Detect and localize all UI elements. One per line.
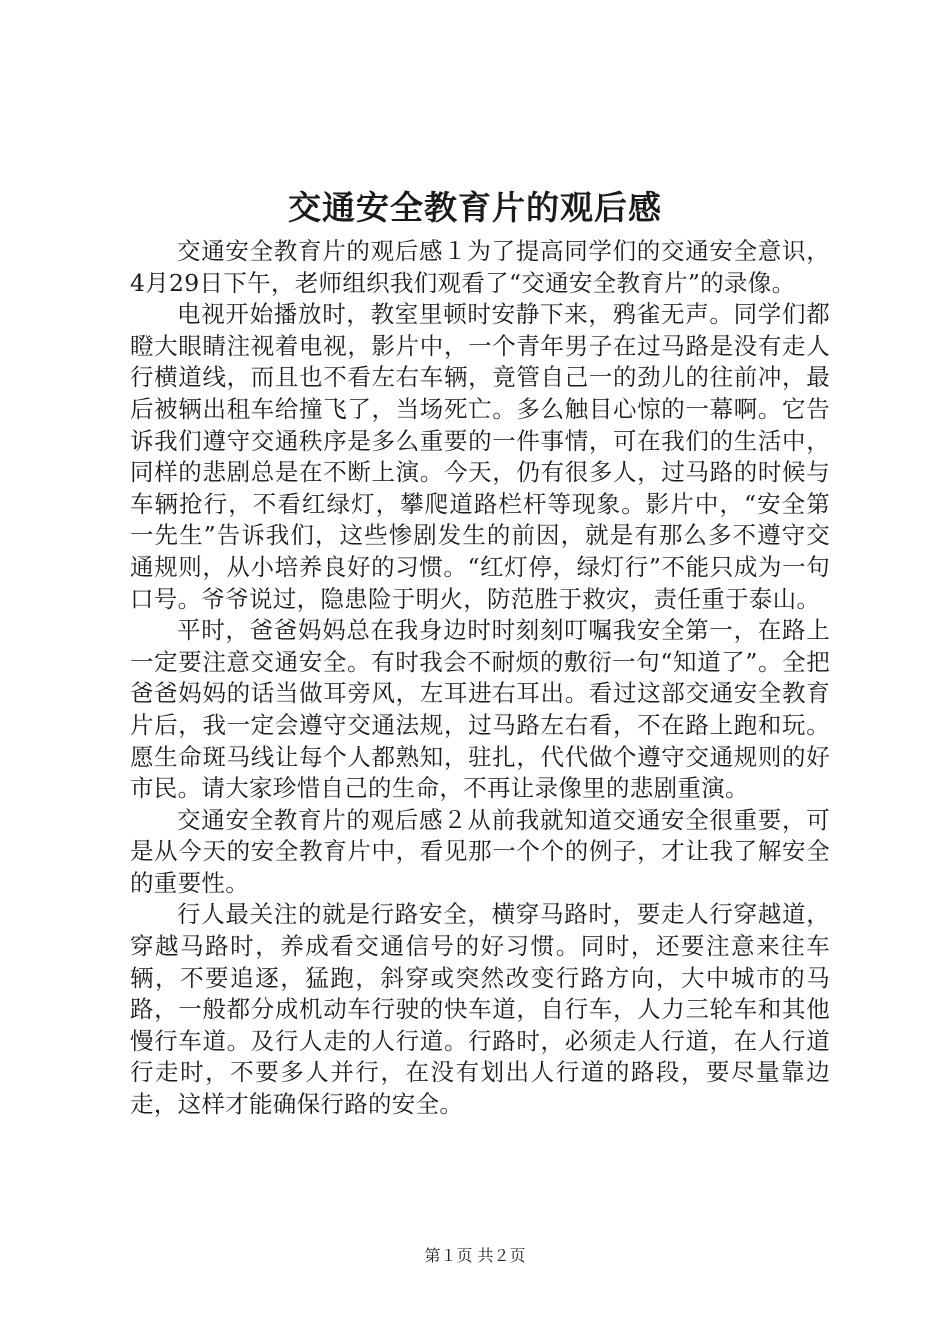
paragraph: 行人最关注的就是行路安全，横穿马路时，要走人行穿越道，穿越马路时，养成看交通信号的好习惯。同时，还要注意来往车辆，不要追逐，猛跑，斜穿或突然改变行路方向，大中城市的马路，一般都分成机动车行驶的快车道，自行车，人力三轮车和其他慢行车道。及行人走的人行道。行路时，必须走人行道，在人行道行走时，不要多人并行，在没有划出人行道的路段，要尽量靠边走，这样才能确保行路的安全。 [130,900,830,1119]
paragraph: 交通安全教育片的观后感２从前我就知道交通安全很重要，可是从今天的安全教育片中，看见那一个个的例子，才让我了解安全的重要性。 [130,805,830,897]
page-footer: 第１页 共２页 [424,1246,526,1265]
paragraph: 交通安全教育片的观后感１为了提高同学们的交通安全意识，4月29日下午，老师组织我们观看了“交通安全教育片”的录像。 [130,237,830,297]
paragraph: 电视开始播放时，教室里顿时安静下来，鸦雀无声。同学们都瞪大眼睛注视着电视，影片中，一个青年男子在过马路是没有走人行横道线，而且也不看左右车辆，竟管自己一的劲儿的往前冲，最后被辆出租车给撞飞了，当场死亡。多么触目心惊的一幕啊。它告诉我们遵守交通秩序是多么重要的一件事情，可在我们的生活中，同样的悲剧总是在不断上演。今天，仍有很多人，过马路的时候与车辆抢行，不看红绿灯，攀爬道路栏杆等现象。影片中，“安全第一先生”告诉我们，这些惨剧发生的前因，就是有那么多不遵守交通规则，从小培养良好的习惯。“红灯停，绿灯行”不能只成为一句口号。爷爷说过，隐患险于明火，防范胜于救灾，责任重于泰山。 [130,300,830,613]
document-title: 交通安全教育片的观后感 [288,188,662,227]
document-body [130,236,830,1121]
paragraph: 平时，爸爸妈妈总在我身边时时刻刻叮嘱我安全第一，在路上一定要注意交通安全。有时我会不耐烦的敷衍一句“知道了”。全把爸爸妈妈的话当做耳旁风，左耳进右耳出。看过这部交通安全教育片后，我一定会遵守交通法规，过马路左右看，不在路上跑和玩。愿生命斑马线让每个人都熟知，驻扎，代代做个遵守交通规则的好市民。请大家珍惜自己的生命，不再让录像里的悲剧重演。 [130,616,830,803]
